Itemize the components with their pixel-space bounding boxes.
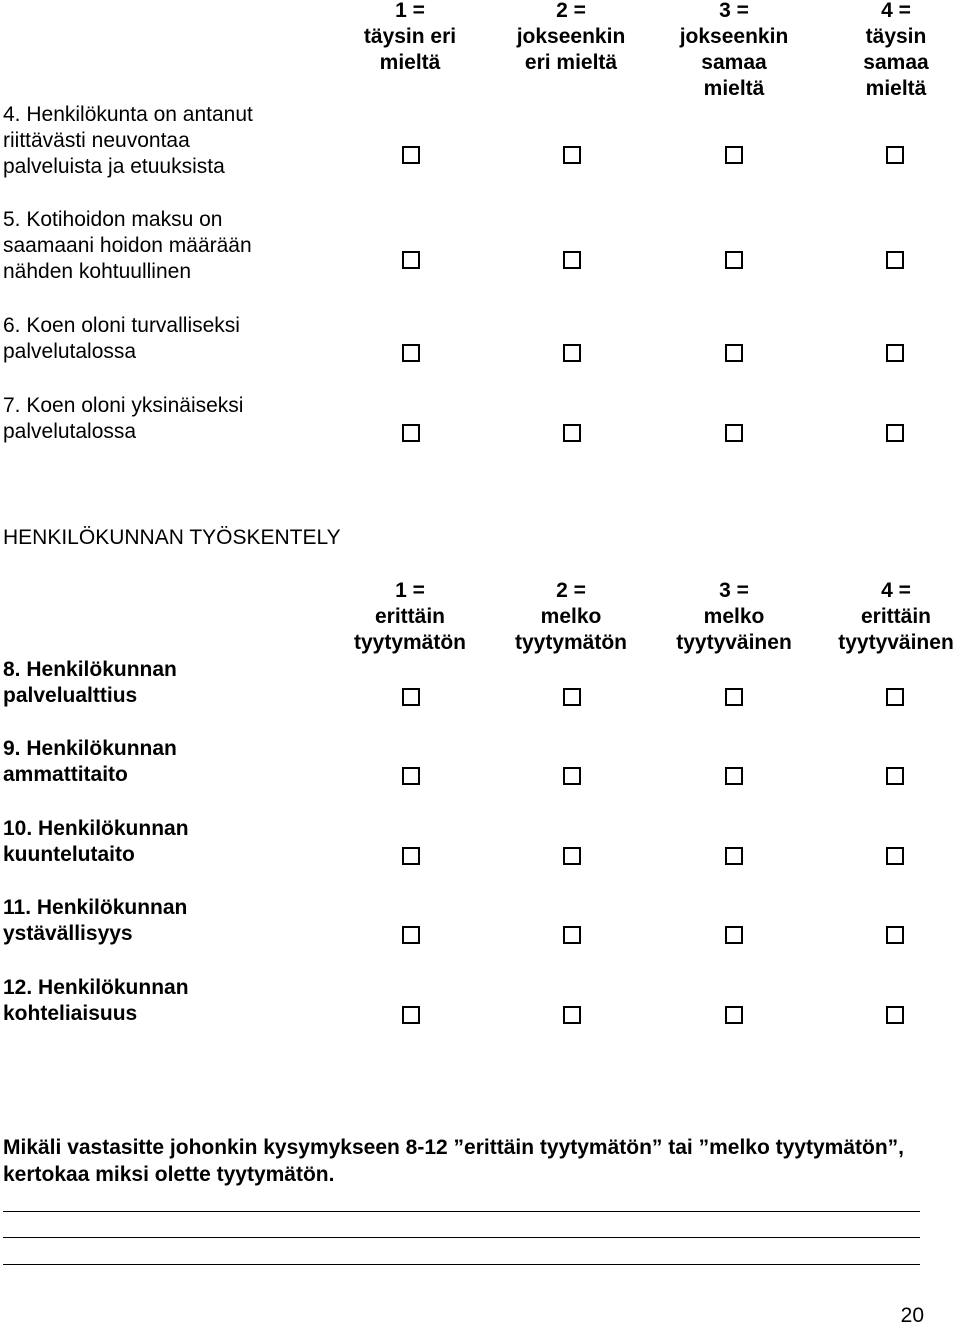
q11-option-3-checkbox[interactable]: [725, 926, 743, 944]
q10-option-2-checkbox[interactable]: [563, 847, 581, 865]
q9-option-3-checkbox[interactable]: [725, 767, 743, 785]
q4-option-4-checkbox[interactable]: [886, 146, 904, 164]
q8-option-1-checkbox[interactable]: [402, 688, 420, 706]
question-4: 4. Henkilökunta on antanut riittävästi neuvontaa palveluista ja etuuksista: [3, 103, 253, 178]
q6-option-4-checkbox[interactable]: [886, 344, 904, 362]
q10-option-1-checkbox[interactable]: [402, 847, 420, 865]
q12-option-3-checkbox[interactable]: [725, 1006, 743, 1024]
q11-option-4-checkbox[interactable]: [886, 926, 904, 944]
satisfaction-header-1: 1 = erittäin tyytymätön: [353, 579, 467, 654]
q8-option-3-checkbox[interactable]: [725, 688, 743, 706]
q7-option-4-checkbox[interactable]: [886, 424, 904, 442]
section-title: HENKILÖKUNNAN TYÖSKENTELY: [3, 526, 341, 549]
q9-option-4-checkbox[interactable]: [886, 767, 904, 785]
q8-option-2-checkbox[interactable]: [563, 688, 581, 706]
q6-option-3-checkbox[interactable]: [725, 344, 743, 362]
q7-option-3-checkbox[interactable]: [725, 424, 743, 442]
question-11: 11. Henkilökunnan ystävällisyys: [3, 896, 188, 945]
q5-option-3-checkbox[interactable]: [725, 251, 743, 269]
q4-option-2-checkbox[interactable]: [563, 146, 581, 164]
q4-option-3-checkbox[interactable]: [725, 146, 743, 164]
scale-header-2: 2 = jokseenkin eri mieltä: [516, 0, 626, 74]
open-answer-instruction: Mikäli vastasitte johonkin kysymykseen 8-12 ”erittäin tyytymätön” tai ”melko tyytymätön”, kertokaa miksi olette tyytymätön.: [3, 1136, 904, 1186]
q12-option-1-checkbox[interactable]: [402, 1006, 420, 1024]
q12-option-4-checkbox[interactable]: [886, 1006, 904, 1024]
q8-option-4-checkbox[interactable]: [886, 688, 904, 706]
question-12: 12. Henkilökunnan kohteliaisuus: [3, 976, 189, 1025]
q4-option-1-checkbox[interactable]: [402, 146, 420, 164]
q5-option-4-checkbox[interactable]: [886, 251, 904, 269]
q5-option-1-checkbox[interactable]: [402, 251, 420, 269]
q7-option-1-checkbox[interactable]: [402, 424, 420, 442]
q5-option-2-checkbox[interactable]: [563, 251, 581, 269]
q6-option-1-checkbox[interactable]: [402, 344, 420, 362]
q10-option-3-checkbox[interactable]: [725, 847, 743, 865]
scale-header-4: 4 = täysin samaa mieltä: [863, 0, 929, 100]
question-7: 7. Koen oloni yksinäiseksi palvelutalossa: [3, 394, 244, 443]
q7-option-2-checkbox[interactable]: [563, 424, 581, 442]
scale-header-3: 3 = jokseenkin samaa mieltä: [679, 0, 789, 100]
q11-option-1-checkbox[interactable]: [402, 926, 420, 944]
satisfaction-header-3: 3 = melko tyytyväinen: [676, 579, 792, 654]
question-6: 6. Koen oloni turvalliseksi palvelutalossa: [3, 314, 240, 363]
satisfaction-header-2: 2 = melko tyytymätön: [514, 579, 628, 654]
question-8: 8. Henkilökunnan palvelualttius: [3, 658, 177, 707]
answer-line-2[interactable]: [3, 1237, 920, 1238]
q10-option-4-checkbox[interactable]: [886, 847, 904, 865]
q9-option-1-checkbox[interactable]: [402, 767, 420, 785]
satisfaction-header-4: 4 = erittäin tyytyväinen: [838, 579, 954, 654]
answer-line-1[interactable]: [3, 1211, 920, 1212]
question-9: 9. Henkilökunnan ammattitaito: [3, 737, 177, 786]
page-number: 20: [900, 1304, 924, 1327]
answer-line-3[interactable]: [3, 1264, 920, 1265]
q6-option-2-checkbox[interactable]: [563, 344, 581, 362]
scale-header-1: 1 = täysin eri mieltä: [363, 0, 457, 74]
question-10: 10. Henkilökunnan kuuntelutaito: [3, 817, 189, 866]
q9-option-2-checkbox[interactable]: [563, 767, 581, 785]
question-5: 5. Kotihoidon maksu on saamaani hoidon määrään nähden kohtuullinen: [3, 208, 252, 283]
q11-option-2-checkbox[interactable]: [563, 926, 581, 944]
q12-option-2-checkbox[interactable]: [563, 1006, 581, 1024]
